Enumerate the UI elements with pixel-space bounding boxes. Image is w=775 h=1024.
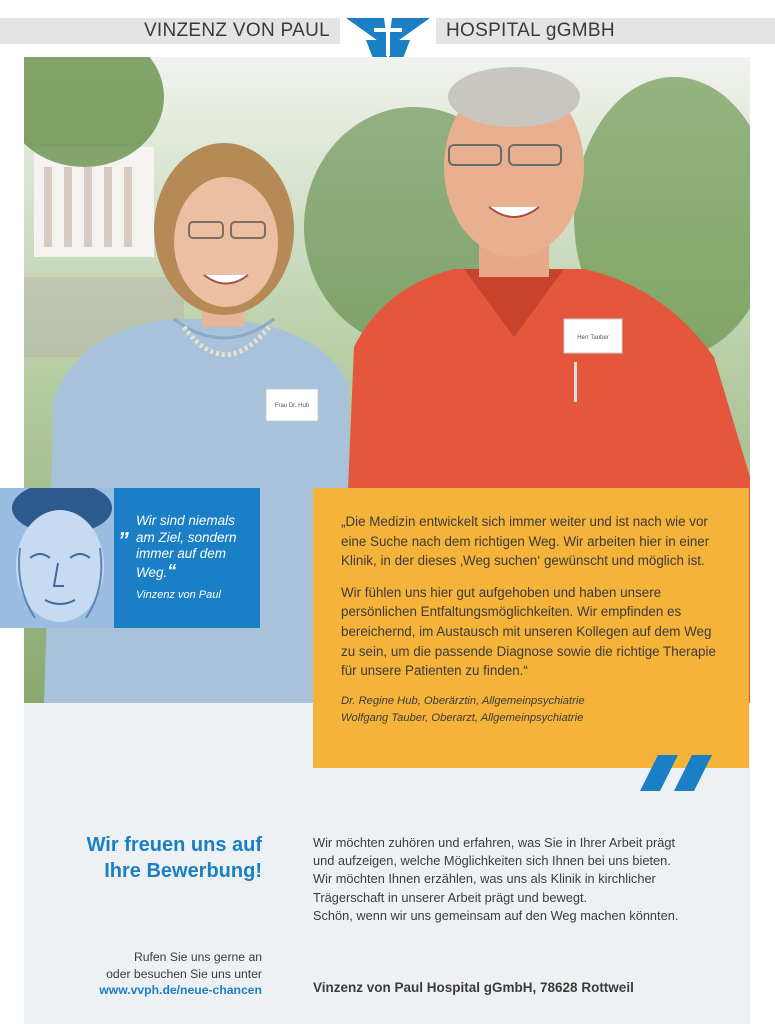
cta-title-line-1: Wir freuen uns auf	[86, 834, 262, 856]
header-left-text: VINZENZ VON PAUL	[143, 20, 330, 41]
testimonial-signature	[341, 693, 727, 728]
cta-title-line-2: Ihre Bewerbung!	[104, 860, 262, 882]
quotation-marks-icon	[640, 755, 720, 793]
quote-line-last	[136, 560, 254, 582]
quote-text	[136, 513, 254, 581]
quote-box	[0, 488, 260, 628]
name-tag-right: Herr Tauber	[577, 335, 609, 341]
vinzenz-portrait-image	[0, 488, 114, 628]
quote-close-mark: “	[167, 560, 177, 581]
body-text	[313, 834, 733, 925]
cta-contact	[40, 949, 262, 999]
cta-small-line-1: Rufen Sie uns gerne an	[133, 950, 262, 964]
body-line-1: Wir möchten zuhören und erfahren, was Sie in Ihrer Arbeit prägt	[313, 835, 676, 850]
body-line-3: Wir möchten Ihnen erzählen, was uns als Klinik in kirchlicher	[313, 871, 656, 887]
quote-line: immer auf dem	[136, 546, 227, 561]
testimonial-paragraph-2: Wir fühlen uns hier gut aufgehoben und haben unsere persönlichen Entfaltungsmöglichkeiten. Wir empfinden es bereichernd, im Austausch mit unseren Kollegen auf dem Weg zu sein, um die passende Diagnose sowie die richtige Therapie für unsere Patienten zu finden.“	[341, 584, 716, 679]
signature-line-2: Wolfgang Tauber, Oberarzt, Allgemeinpsychiatrie	[341, 712, 584, 725]
quote-line: Wir sind niemals	[136, 513, 235, 528]
quote-author: Vinzenz von Paul	[136, 589, 221, 601]
body-line-5: Schön, wenn wir uns gemeinsam auf den Weg machen könnten.	[313, 907, 679, 923]
header-right-text: HOSPITAL gGMBH	[446, 20, 615, 41]
signature-line-1: Dr. Regine Hub, Oberärztin, Allgemeinpsychiatrie	[341, 694, 585, 707]
cta-small-line-2: oder besuchen Sie uns unter	[106, 966, 262, 981]
body-line-2: und aufzeigen, welche Möglichkeiten sich Ihnen bei uns bieten.	[313, 853, 671, 869]
testimonial-paragraph-1: „Die Medizin entwickelt sich immer weiter und ist nach wie vor eine Suche nach dem richtigen Weg. Wir arbeiten hier in einer Klinik, in der dieses ‚Weg suchen‘ gewünscht und möglich ist.	[341, 514, 710, 569]
quote-line: Weg.	[136, 564, 168, 580]
website-link[interactable]: www.vvph.de/neue-chancen	[99, 983, 262, 997]
body-line-4: Trägerschaft in unserer Arbeit prägt und bewegt.	[313, 889, 588, 905]
name-tag-left: Frau Dr. Hub	[274, 403, 310, 409]
cta-title	[40, 832, 262, 884]
testimonial-box	[313, 488, 749, 768]
quote-line: am Ziel, sondern	[136, 529, 237, 545]
address: Vinzenz von Paul Hospital gGmbH, 78628 Rottweil	[313, 980, 634, 995]
quote-open-mark: „	[120, 515, 131, 540]
